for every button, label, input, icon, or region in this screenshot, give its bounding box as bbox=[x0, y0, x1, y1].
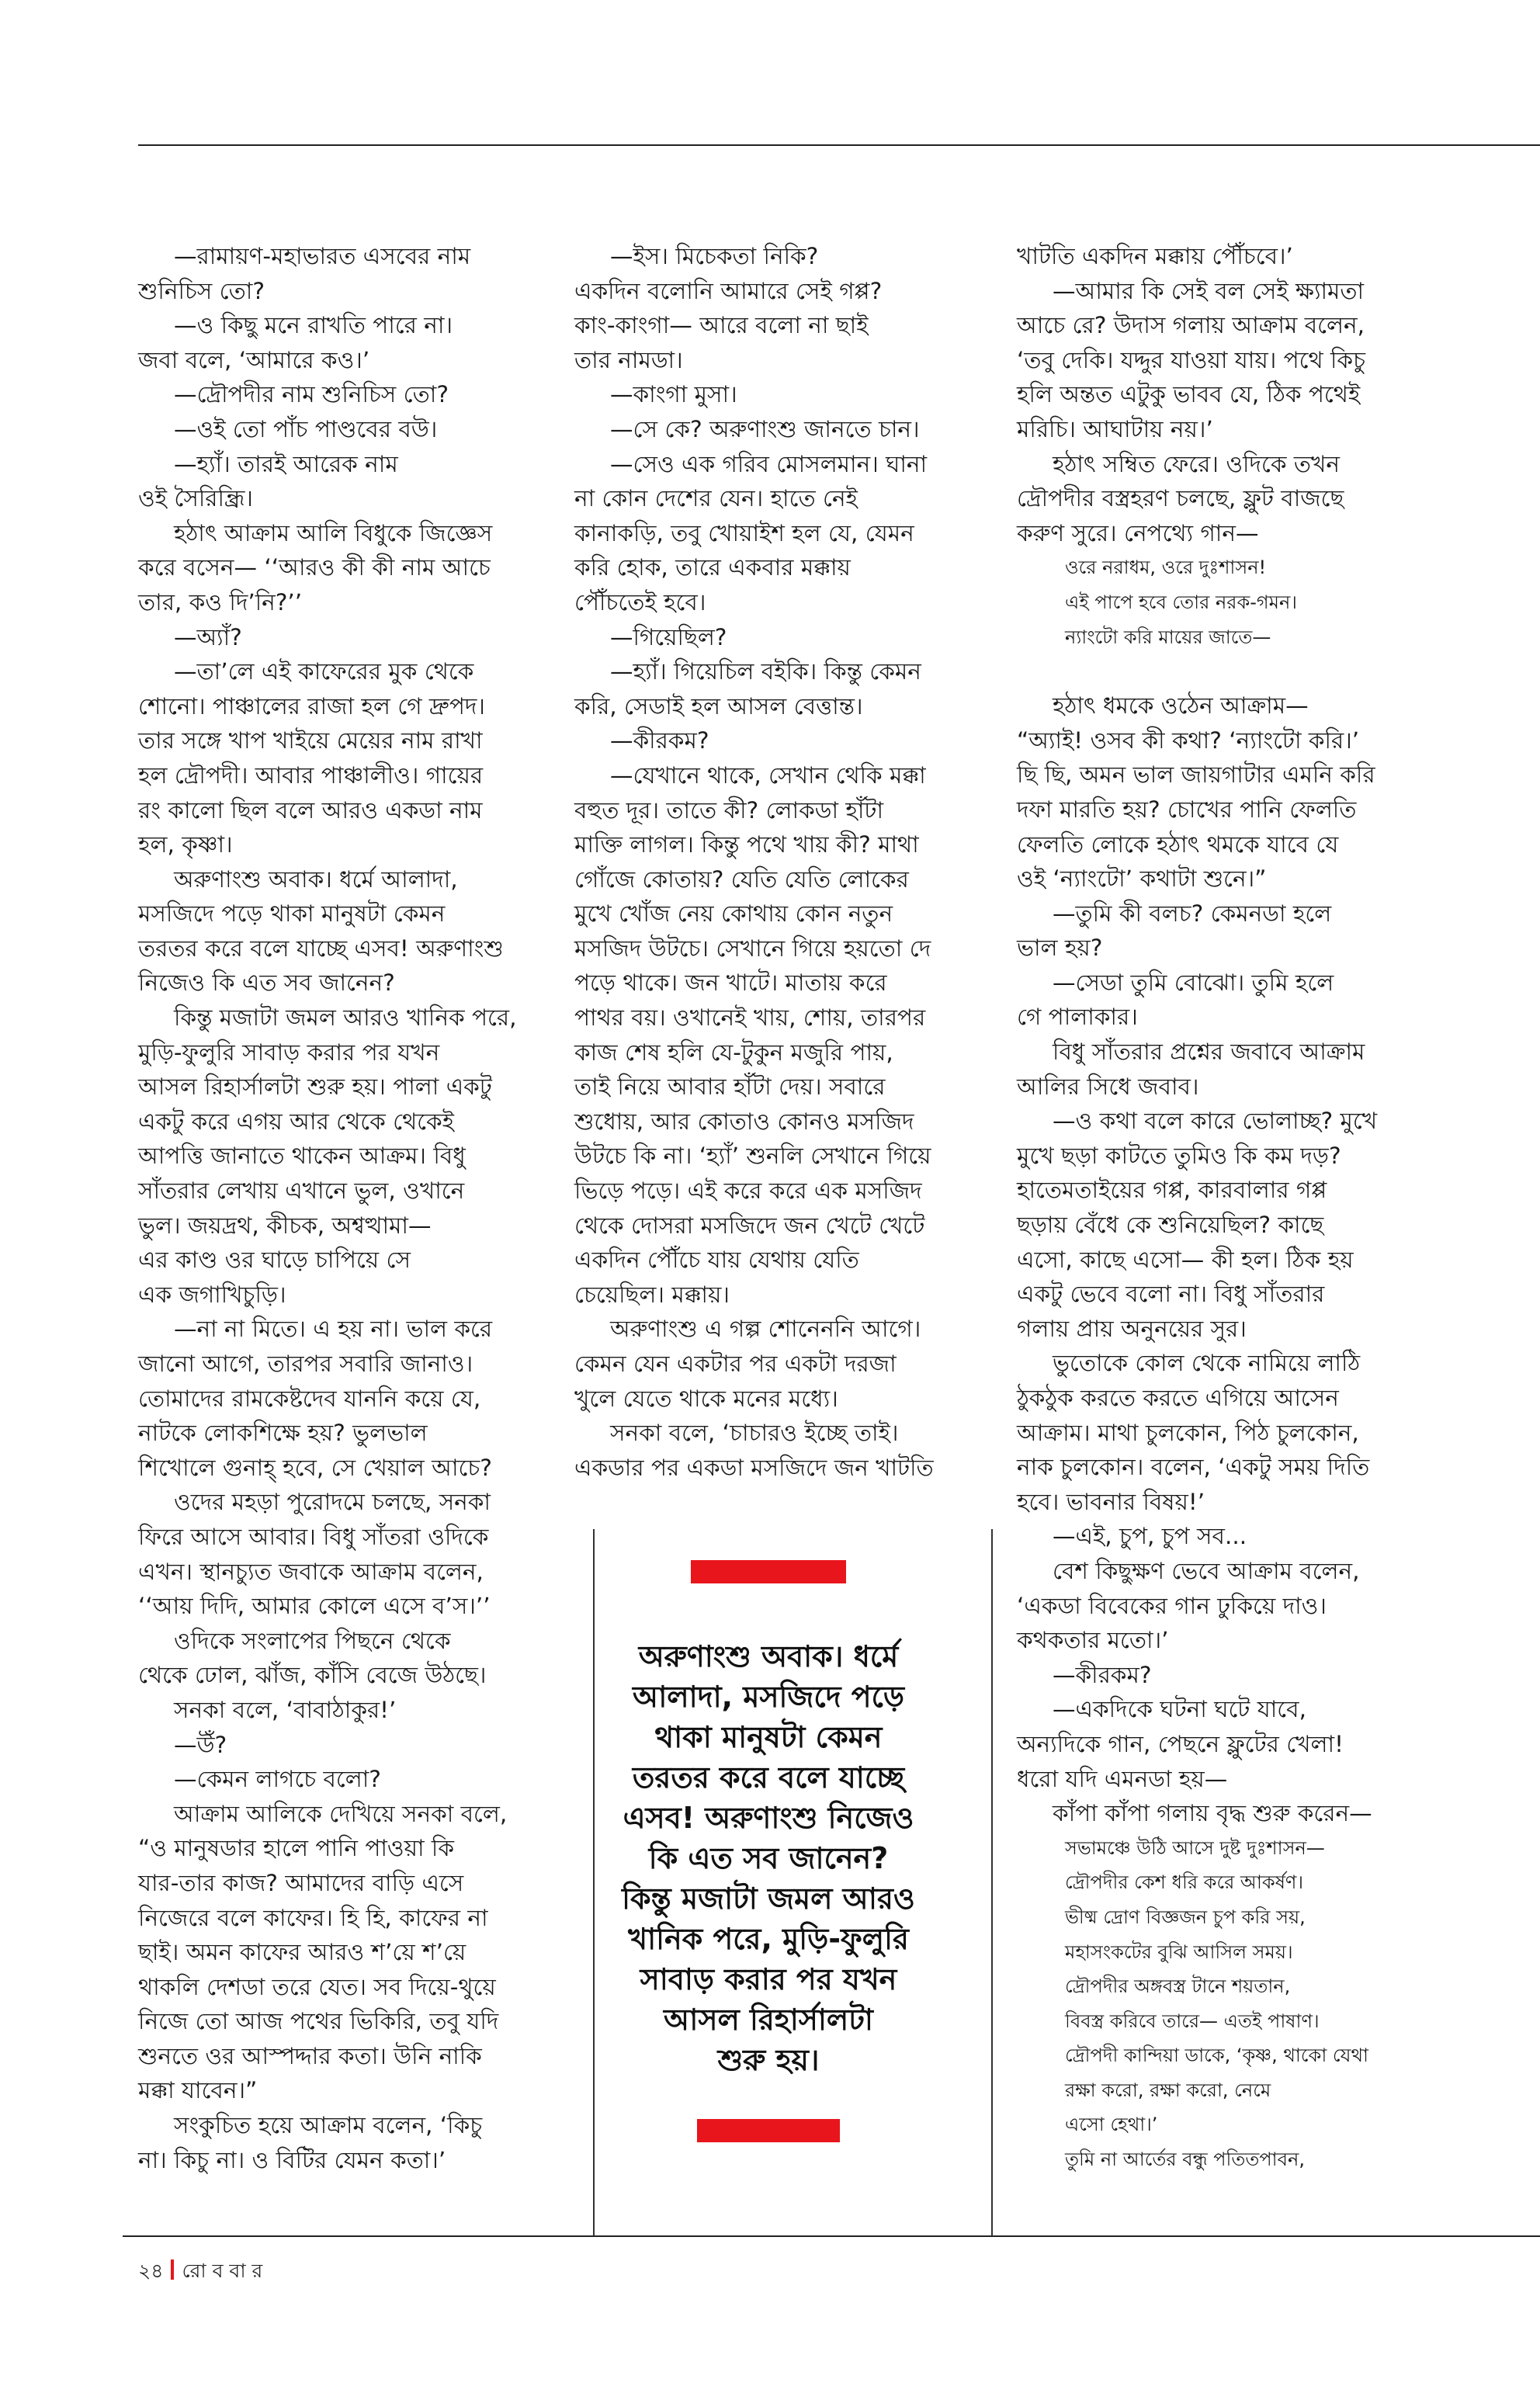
col3b-line: —তুমি কী বলচ? কেমনডা হলে bbox=[1053, 900, 1332, 927]
col3b-line: কথকতার মতো।’ bbox=[1017, 1627, 1169, 1654]
col1-line: থাকলি দেশডা তরে যেত। সব দিয়ে-থুয়ে bbox=[138, 1973, 496, 2000]
col2-line: অরুণাংশু এ গল্প শোনেননি আগে। bbox=[610, 1316, 921, 1343]
col1-line: একটু করে এগয় আর থেকে থেকেই bbox=[138, 1108, 455, 1135]
col2-line: কাং-কাংগা— আরে বলো না ছাই bbox=[574, 312, 869, 339]
col3-line: খাটতি একদিন মক্কায় পৌঁচবে।’ bbox=[1017, 243, 1293, 269]
pull-quote-line: সাবাড় করার পর যখন bbox=[640, 1962, 897, 1996]
col1-line: নাটকে লোকশিক্ষে হয়? ভুলভাল bbox=[138, 1420, 428, 1447]
pull-quote-bottom-bar bbox=[697, 2119, 840, 2142]
col3b-line: এসো, কাছে এসো— কী হল। ঠিক হয় bbox=[1017, 1246, 1354, 1273]
verse2-line: দ্রৌপদীর কেশ ধরি করে আকর্ষণ। bbox=[1065, 1871, 1304, 1894]
col3b-line: হবে। ভাবনার বিষয়!’ bbox=[1017, 1488, 1205, 1515]
col2-line: বহুত দূর। তাতে কী? লোকডা হাঁটা bbox=[574, 796, 884, 824]
col2-line: চেয়েছিল। মক্কায়। bbox=[574, 1281, 730, 1308]
col1-line: সংকুচিত হয়ে আক্রাম বলেন, ‘কিচু bbox=[174, 2112, 483, 2139]
pull-quote-line: এসব! অরুণাংশু নিজেও bbox=[623, 1801, 914, 1835]
col2-line: —কীরকম? bbox=[610, 727, 709, 754]
col2-line: —গিয়েছিল? bbox=[610, 623, 727, 650]
col1-line: ভুল। জয়দ্রথ, কীচক, অশ্বত্থামা— bbox=[138, 1212, 432, 1239]
verse2-line: ভীষ্ম দ্রোণ বিজ্ঞজন চুপ করি সয়, bbox=[1065, 1906, 1306, 1928]
col1-line: শিখোলে গুনাহ্ হবে, সে খেয়াল আচে? bbox=[138, 1454, 492, 1481]
col1-line: অরুণাংশু অবাক। ধর্মে আলাদা, bbox=[174, 865, 458, 893]
col1-line: —না না মিতে। এ হয় না। ভাল করে bbox=[174, 1316, 493, 1343]
verse2-line: দ্রৌপদীর অঙ্গবস্ত্র টানে শয়তান, bbox=[1065, 1975, 1291, 1998]
col3b-line: ফেলতি লোকে হঠাৎ থমকে যাবে যে bbox=[1017, 831, 1339, 858]
column-3 bbox=[1017, 239, 1436, 2177]
col2-line: একডার পর একডা মসজিদে জন খাটতি bbox=[574, 1454, 934, 1481]
col2-line: সনকা বলে, ‘চাচারও ইচ্ছে তাই। bbox=[610, 1420, 899, 1447]
col3b-line: ঠুকঠুক করতে করতে এগিয়ে আসেন bbox=[1017, 1385, 1339, 1411]
col2-line: তার নামডা। bbox=[574, 346, 683, 373]
col2-line: ভিড়ে পড়ে। এই করে করে এক মসজিদ bbox=[574, 1177, 922, 1205]
col2-line: কানাকড়ি, তবু খোয়াইশ হল যে, যেমন bbox=[574, 519, 914, 546]
col2-line: একদিন পৌঁচে যায় যেথায় যেতি bbox=[574, 1247, 859, 1274]
col1-line: ওদিকে সংলাপের পিছনে থেকে bbox=[174, 1627, 451, 1654]
col1-line: —অ্যাঁ? bbox=[174, 623, 242, 650]
col2-line: পাথর বয়। ওখানেই খায়, শোয়, তারপর bbox=[574, 1004, 926, 1032]
col3b-line: গলায় প্রায় অনুনয়ের সুর। bbox=[1017, 1315, 1247, 1342]
col3b-line: —সেডা তুমি বোঝো। তুমি হলে bbox=[1053, 969, 1334, 996]
col3b-line: ওই ‘ন্যাংটো’ কথাটা শুনে।” bbox=[1017, 865, 1267, 893]
col2-line: মসজিদ উটচে। সেখানে গিয়ে হয়তো দে bbox=[574, 935, 931, 962]
pull-quote bbox=[598, 1560, 939, 2142]
bottom-rule bbox=[123, 2235, 1540, 2237]
col2-line: —সে কে? অরুণাংশু জানতে চান। bbox=[610, 415, 920, 442]
col2-line: করি হোক, তারে একবার মক্কায় bbox=[574, 554, 851, 581]
col2-line: —কাংগা মুসা। bbox=[610, 381, 737, 408]
pull-quote-line: অরুণাংশু অবাক। ধর্মে bbox=[638, 1639, 899, 1673]
col1-line: ওদের মহড়া পুরোদমে চলছে, সনকা bbox=[174, 1489, 491, 1516]
col1-line: —তা’লে এই কাফেরের মুক থেকে bbox=[174, 658, 474, 685]
pullquote-right-rule bbox=[991, 1529, 993, 2235]
pull-quote-line: খানিক পরে, মুড়ি-ফুলুরি bbox=[628, 1922, 909, 1956]
page-number: ২৪ bbox=[138, 2259, 164, 2282]
col2-line: —যেখানে থাকে, সেখান থেকি মক্কা bbox=[610, 761, 926, 789]
col2-line: মুখে খোঁজ নেয় কোথায় কোন নতুন bbox=[574, 900, 893, 928]
col1-line: তার সঙ্গে খাপ খাইয়ে মেয়ের নাম রাখা bbox=[138, 727, 483, 754]
col2-line: —ইস। মিচেকতা নিকি? bbox=[610, 243, 819, 269]
col2-line: কেমন যেন একটার পর একটা দরজা bbox=[574, 1351, 897, 1377]
top-rule bbox=[138, 144, 1540, 146]
col1-line: এখন। স্থানচ্যুত জবাকে আক্রাম বলেন, bbox=[138, 1558, 484, 1585]
pullquote-left-rule bbox=[593, 1529, 595, 2235]
col3b-line: কাঁপা কাঁপা গলায় বৃদ্ধ শুরু করেন— bbox=[1053, 1800, 1372, 1827]
col1-line: মক্কা যাবেন।” bbox=[138, 2077, 258, 2104]
col1-line: রং কালো ছিল বলে আরও একডা নাম bbox=[138, 796, 483, 824]
col1-line: —ও কিছু মনে রাখতি পারে না। bbox=[174, 312, 453, 339]
col1-line: —কেমন লাগচে বলো? bbox=[174, 1766, 381, 1793]
col1-line: জানো আগে, তারপর সবারি জানাও। bbox=[138, 1351, 473, 1377]
col2-line: শুধোয়, আর কোতাও কোনও মসজিদ bbox=[574, 1108, 914, 1135]
col3b-line: বেশ কিছুক্ষণ ভেবে আক্রাম বলেন, bbox=[1053, 1557, 1360, 1584]
col1-line: তার, কও দি’নি?’’ bbox=[138, 588, 303, 616]
col1-line: আপত্তি জানাতে থাকেন আক্রম। বিধু bbox=[138, 1143, 466, 1170]
col3b-line: —কীরকম? bbox=[1053, 1661, 1152, 1688]
col1-line: শুনতে ওর আস্পদ্দার কতা। উনি নাকি bbox=[138, 2042, 482, 2069]
col3b-line: নাক চুলকোন। বলেন, ‘একটু সময় দিতি bbox=[1017, 1454, 1370, 1481]
col2-line: করি, সেডাই হল আসল বেত্তান্ত। bbox=[574, 692, 863, 720]
col2-line: —সেও এক গরিব মোসলমান। ঘানা bbox=[610, 450, 928, 477]
col1-line: —হ্যাঁ। তারই আরেক নাম bbox=[174, 450, 398, 477]
pull-quote-line: আসল রিহার্সালটা bbox=[664, 2003, 873, 2037]
col2-line: না কোন দেশের যেন। হাতে নেই bbox=[574, 485, 858, 512]
col3b-line: ছি ছি, অমন ভাল জায়গাটার এমনি করি bbox=[1017, 761, 1375, 789]
col3-line: করুণ সুরে। নেপথ্যে গান— bbox=[1017, 519, 1259, 546]
col1-line: শোনো। পাঞ্চালের রাজা হল গে দ্রুপদ। bbox=[138, 692, 485, 720]
col1-line: —উঁ? bbox=[174, 1731, 227, 1758]
pull-quote-line: আলাদা, মসজিদে পড়ে bbox=[632, 1680, 905, 1714]
col1-line: নিজে তো আজ পথের ভিকিরি, তবু যদি bbox=[138, 2008, 499, 2035]
col3b-line: —ও কথা বলে কারে ভোলাচ্ছ? মুখে bbox=[1053, 1108, 1378, 1135]
col1-line: যার-তার কাজ? আমাদের বাড়ি এসে bbox=[138, 1869, 464, 1896]
col1-line: মুড়ি-ফুলুরি সাবাড় করার পর যখন bbox=[138, 1039, 440, 1066]
col3b-line: একটু ভেবে বলো না। বিধু সাঁতরার bbox=[1017, 1281, 1325, 1308]
col3-line: দ্রৌপদীর বস্ত্রহরণ চলছে, ফ্লুট বাজছে bbox=[1017, 485, 1344, 512]
footer-red-bar bbox=[171, 2259, 174, 2280]
col1-line: আসল রিহার্সালটা শুরু হয়। পালা একটু bbox=[138, 1073, 492, 1101]
pull-quote-text bbox=[598, 1636, 939, 2080]
col3b-line: ভুতোকে কোল থেকে নামিয়ে লাঠি bbox=[1053, 1350, 1361, 1377]
col3b-line: “অ্যাই! ওসব কী কথা? ‘ন্যাংটো করি।’ bbox=[1017, 727, 1360, 754]
verse2-line: তুমি না আর্তের বন্ধু পতিতপাবন, bbox=[1065, 2148, 1305, 2171]
col3b-line: ধরো যদি এমনডা হয়— bbox=[1017, 1765, 1228, 1792]
col2-line: থেকে দোসরা মসজিদে জন খেটে খেটে bbox=[574, 1212, 925, 1239]
col3b-line: দফা মারতি হয়? চোখের পানি ফেলতি bbox=[1017, 796, 1357, 823]
verse2-line: বিবস্ত্র করিবে তারে— এতই পাষাণ। bbox=[1065, 2010, 1320, 2032]
col3-line: ‘তবু দেকি। যদ্দুর যাওয়া যায়। পথে কিচু bbox=[1017, 346, 1365, 373]
col3b-line: —একদিকে ঘটনা ঘটে যাবে, bbox=[1053, 1696, 1306, 1723]
pull-quote-line: কি এত সব জানেন? bbox=[648, 1841, 889, 1875]
pull-quote-top-bar bbox=[691, 1560, 846, 1583]
col1-line: মসজিদে পড়ে থাকা মানুষটা কেমন bbox=[138, 900, 446, 928]
col1-line: —দ্রৌপদীর নাম শুনিচিস তো? bbox=[174, 381, 449, 408]
col2-line: —হ্যাঁ। গিয়েচিল বইকি। কিন্তু কেমন bbox=[610, 658, 921, 685]
col1-line: —রামায়ণ-মহাভারত এসবের নাম bbox=[174, 243, 471, 269]
col3b-line: হাতেমতাইয়ের গপ্প, কারবালার গপ্প bbox=[1017, 1177, 1327, 1204]
col1-line: না। কিচু না। ও বিটির যেমন কতা।’ bbox=[138, 2146, 446, 2173]
verse2-line: এসো হেথা।’ bbox=[1065, 2114, 1158, 2136]
column-2 bbox=[574, 239, 955, 1485]
col1-line: কিন্তু মজাটা জমল আরও খানিক পরে, bbox=[174, 1004, 517, 1032]
col1-line: থেকে ঢোল, ঝাঁজ, কাঁসি বেজে উঠছে। bbox=[138, 1662, 487, 1689]
page-footer bbox=[138, 2256, 262, 2289]
column-1 bbox=[138, 239, 542, 2177]
col3b-line: হঠাৎ ধমকে ওঠেন আক্রাম— bbox=[1053, 692, 1309, 720]
verse2-line: মহাসংকটের বুঝি আসিল সময়। bbox=[1065, 1940, 1293, 1963]
pull-quote-line: কিন্তু মজাটা জমল আরও bbox=[622, 1881, 915, 1916]
col1-line: শুনিচিস তো? bbox=[138, 277, 265, 304]
col1-line: তরতর করে বলে যাচ্ছে এসব! অরুণাংশু bbox=[138, 935, 504, 962]
col3-line: হঠাৎ সম্বিত ফেরে। ওদিকে তখন bbox=[1053, 450, 1340, 477]
col2-line: তাই নিয়ে আবার হাঁটা দেয়। সবারে bbox=[574, 1073, 886, 1101]
col1-line: ওই সৈরিন্ধ্রি। bbox=[138, 485, 253, 512]
col2-line: গোঁজে কোতায়? যেতি যেতি লোকের bbox=[574, 865, 909, 893]
verse1-line: ন্যাংটো করি মায়ের জাতে— bbox=[1065, 626, 1271, 648]
pull-quote-line: থাকা মানুষটা কেমন bbox=[654, 1720, 883, 1754]
col1-line: এক জগাখিচুড়ি। bbox=[138, 1281, 286, 1308]
col1-line: হল, কৃষ্ণা। bbox=[138, 831, 233, 858]
verse2-line: সভামঞ্চে উঠি আসে দুষ্ট দুঃশাসন— bbox=[1065, 1836, 1325, 1859]
col2-line: মাক্তি লাগল। কিন্তু পথে খায় কী? মাথা bbox=[574, 831, 919, 858]
col2-line: কাজ শেষ হলি যে-টুকুন মজুরি পায়, bbox=[574, 1039, 893, 1066]
col2-line: পৌঁচতেই হবে। bbox=[574, 588, 706, 616]
col1-line: হঠাৎ আক্রাম আলি বিধুকে জিজ্ঞেস bbox=[174, 519, 493, 546]
col1-line: সনকা বলে, ‘বাবাঠাকুর!’ bbox=[174, 1696, 397, 1723]
col3-line: আচে রে? উদাস গলায় আক্রাম বলেন, bbox=[1017, 312, 1365, 339]
col1-line: জবা বলে, ‘আমারে কও।’ bbox=[138, 346, 370, 373]
spacer bbox=[1017, 654, 1436, 688]
col1-line: ফিরে আসে আবার। বিধু সাঁতরা ওদিকে bbox=[138, 1523, 489, 1550]
col1-line: হল দ্রৌপদী। আবার পাঞ্চালীও। গায়ের bbox=[138, 761, 484, 789]
col3b-line: বিধু সাঁতরার প্রশ্নের জবাবে আক্রাম bbox=[1053, 1039, 1365, 1066]
col1-line: সাঁতরার লেখায় এখানে ভুল, ওখানে bbox=[138, 1177, 465, 1205]
col3b-line: —এই, চুপ, চুপ সব... bbox=[1053, 1523, 1247, 1550]
verse2-line: রক্ষা করো, রক্ষা করো, নেমে bbox=[1065, 2079, 1271, 2101]
col3b-line: ‘একডা বিবেকের গান ঢুকিয়ে দাও। bbox=[1017, 1592, 1327, 1619]
col1-line: —ওই তো পাঁচ পাণ্ডবের বউ। bbox=[174, 415, 438, 442]
col1-line: করে বসেন— ‘‘আরও কী কী নাম আচে bbox=[138, 554, 491, 581]
col3b-line: আলির সিধে জবাব। bbox=[1017, 1073, 1199, 1100]
col2-line: উটচে কি না। ‘হ্যাঁ’ শুনলি সেখানে গিয়ে bbox=[574, 1143, 931, 1170]
col2-line: একদিন বলোনি আমারে সেই গপ্প? bbox=[574, 277, 883, 304]
col3-line: মরিচি। আঘাটায় নয়।’ bbox=[1017, 415, 1213, 442]
col3b-line: মুখে ছড়া কাটতে তুমিও কি কম দড়? bbox=[1017, 1142, 1341, 1169]
col1-line: ‘‘আয় দিদি, আমার কোলে এসে ব’স।’’ bbox=[138, 1593, 491, 1620]
col1-line: ছাই। অমন কাফের আরও শ’য়ে শ’য়ে bbox=[138, 1939, 467, 1966]
col1-line: নিজেরে বলে কাফের। হি হি, কাফের না bbox=[138, 1904, 488, 1931]
col3b-line: ছড়ায় বেঁধে কে শুনিয়েছিল? কাছে bbox=[1017, 1212, 1324, 1239]
col1-line: নিজেও কি এত সব জানেন? bbox=[138, 969, 395, 997]
col1-line: তোমাদের রামকেষ্টদেব যাননি কয়ে যে, bbox=[138, 1385, 481, 1412]
col2-line: পড়ে থাকে। জন খাটে। মাতায় করে bbox=[574, 969, 887, 997]
col3b-line: গে পালাকার। bbox=[1017, 1004, 1138, 1031]
col1-line: “ও মানুষডার হালে পানি পাওয়া কি bbox=[138, 1835, 455, 1862]
pull-quote-line: শুরু হয়। bbox=[717, 2043, 820, 2077]
verse2-line: দ্রৌপদী কান্দিয়া ডাকে, ‘কৃষ্ণ, থাকো যেথা bbox=[1065, 2044, 1368, 2067]
col3b-line: আক্রাম। মাথা চুলকোন, পিঠ চুলকোন, bbox=[1017, 1419, 1359, 1446]
col3-line: —আমার কি সেই বল সেই ক্ষ্যামতা bbox=[1053, 277, 1365, 304]
verse1-line: ওরে নরাধম, ওরে দুঃশাসন! bbox=[1065, 557, 1267, 579]
col1-line: আক্রাম আলিকে দেখিয়ে সনকা বলে, bbox=[174, 1800, 508, 1827]
verse1-line: এই পাপে হবে তোর নরক-গমন। bbox=[1065, 591, 1297, 613]
col2-line: খুলে যেতে থাকে মনের মধ্যে। bbox=[574, 1385, 838, 1412]
col3-line: হলি অন্তত এটুকু ভাবব যে, ঠিক পথেই bbox=[1017, 381, 1361, 408]
col3b-line: ভাল হয়? bbox=[1017, 935, 1103, 962]
col1-line: এর কাণ্ড ওর ঘাড়ে চাপিয়ে সে bbox=[138, 1247, 411, 1274]
col3b-line: অন্যদিকে গান, পেছনে ফ্লুটের খেলা! bbox=[1017, 1730, 1344, 1757]
magazine-name: রো ব বা র bbox=[182, 2259, 263, 2282]
pull-quote-line: তরতর করে বলে যাচ্ছে bbox=[632, 1760, 905, 1795]
